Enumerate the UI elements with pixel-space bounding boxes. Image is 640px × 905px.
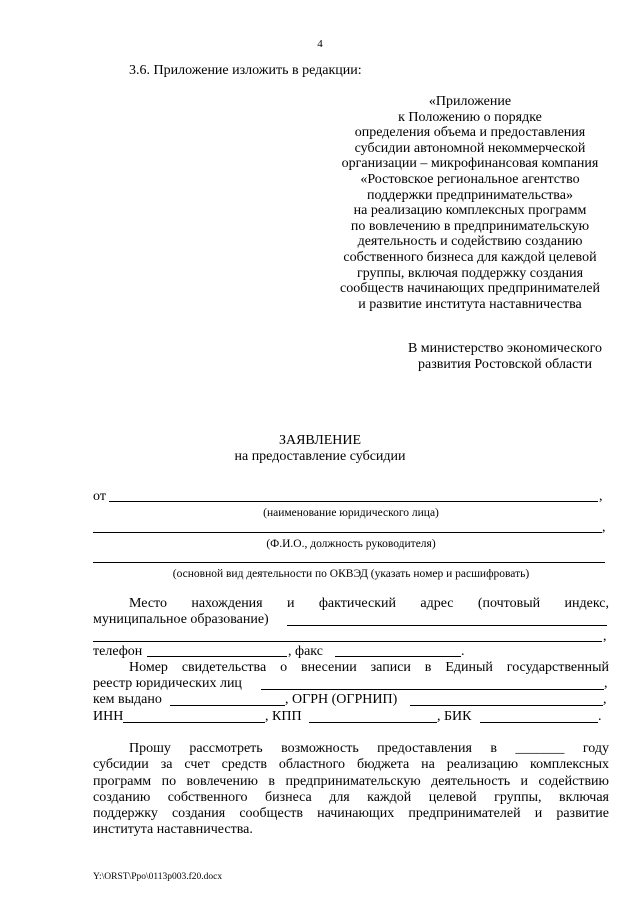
caption-org: (наименование юридического лица) xyxy=(263,507,439,519)
attachment-line: поддержки предпринимательства» xyxy=(367,187,573,203)
inn-label: ИНН xyxy=(93,709,124,724)
attachment-line: деятельность и содействию созданию xyxy=(357,234,583,250)
attachment-line: организации – микрофинансовая компания xyxy=(341,156,599,172)
attachment-line: к Положению о порядке xyxy=(398,109,542,125)
org-name-field[interactable] xyxy=(109,501,598,502)
attachment-line: группы, включая поддержку создания xyxy=(356,265,584,281)
attachment-line: определения объема и предоставления xyxy=(354,125,586,141)
recipient-block xyxy=(390,341,620,372)
inn-field[interactable] xyxy=(123,722,265,723)
address-end-comma: , xyxy=(603,629,607,644)
issued-field[interactable] xyxy=(170,705,285,706)
phone-label: телефон xyxy=(93,644,143,659)
page-number: 4 xyxy=(317,38,323,50)
fax-field[interactable] xyxy=(335,656,461,657)
okved-field[interactable] xyxy=(93,562,605,563)
kpp-label: , КПП xyxy=(265,709,302,724)
section-heading: 3.6. Приложение изложить в редакции: xyxy=(129,63,362,78)
address-line-2: муниципальное образование) xyxy=(93,612,269,627)
registry-line-2: реестр юридических лиц xyxy=(93,676,242,691)
bik-end: . xyxy=(598,709,602,724)
address-field[interactable] xyxy=(287,625,607,626)
attachment-line: по вовлечению в предпринимательскую xyxy=(350,218,590,234)
recipient-line: В министерство экономического xyxy=(407,341,603,356)
ogrn-field[interactable] xyxy=(410,705,603,706)
ogrn-end-comma: , xyxy=(603,692,607,707)
issued-label: кем выдано xyxy=(93,692,162,707)
address-line-1: Место нахождения и фактический адрес (почтовый индекс, xyxy=(129,596,609,611)
attachment-line: сообществ начинающих предпринимателей xyxy=(340,281,600,297)
caption-okved: (основной вид деятельности по ОКВЭД (указать номер и расшифровать) xyxy=(172,568,530,580)
head-end-comma: , xyxy=(602,520,606,535)
attachment-line: субсидии автономной некоммерческой xyxy=(354,140,586,156)
registry-line-1: Номер свидетельства о внесении записи в Единый государственный xyxy=(129,660,609,675)
caption-head: (Ф.И.О., должность руководителя) xyxy=(266,538,436,550)
from-label: от xyxy=(93,489,106,504)
request-line: поддержку создания сообществ начинающих предпринимателей и развитие xyxy=(93,806,609,821)
from-end-comma: , xyxy=(599,489,603,504)
attachment-line: «Ростовское региональное агентство xyxy=(360,171,580,187)
registry-field[interactable] xyxy=(261,689,604,690)
bik-label: , БИК xyxy=(437,709,472,724)
head-name-field[interactable] xyxy=(93,532,602,533)
document-title: ЗАЯВЛЕНИЕ xyxy=(278,433,362,448)
address-field-2[interactable] xyxy=(93,641,602,642)
bik-field[interactable] xyxy=(480,722,598,723)
attachment-line: и развитие института наставничества xyxy=(358,296,582,312)
fax-label: , факс xyxy=(288,644,323,659)
recipient-line: развития Ростовской области xyxy=(418,356,592,372)
phone-field[interactable] xyxy=(147,656,287,657)
attachment-line: на реализацию комплексных программ xyxy=(353,203,587,219)
attachment-header xyxy=(300,94,640,312)
request-line: института наставничества. xyxy=(93,822,253,837)
attachment-line: «Приложение xyxy=(428,94,512,109)
request-line: субсидии за счет средств областного бюджета на реализацию комплексных xyxy=(93,757,609,772)
fax-end: . xyxy=(461,644,465,659)
request-line: созданию собственного бизнеса для каждой целевой группы, включая xyxy=(93,790,609,805)
document-title-block xyxy=(0,433,640,464)
registry-end-comma: , xyxy=(604,676,608,691)
file-path-footer: Y:\ORST\Ppo\0113p003.f20.docx xyxy=(93,872,223,882)
ogrn-label: , ОГРН (ОГРНИП) xyxy=(285,692,398,707)
request-line: Прошу рассмотреть возможность предоставления в _______ году xyxy=(129,741,609,756)
kpp-field[interactable] xyxy=(309,722,437,723)
attachment-line: собственного бизнеса для каждой целевой xyxy=(343,249,597,265)
request-line: программ по вовлечению в предпринимательскую деятельность и содействию xyxy=(93,774,609,789)
document-subtitle: на предоставление субсидии xyxy=(234,448,406,464)
